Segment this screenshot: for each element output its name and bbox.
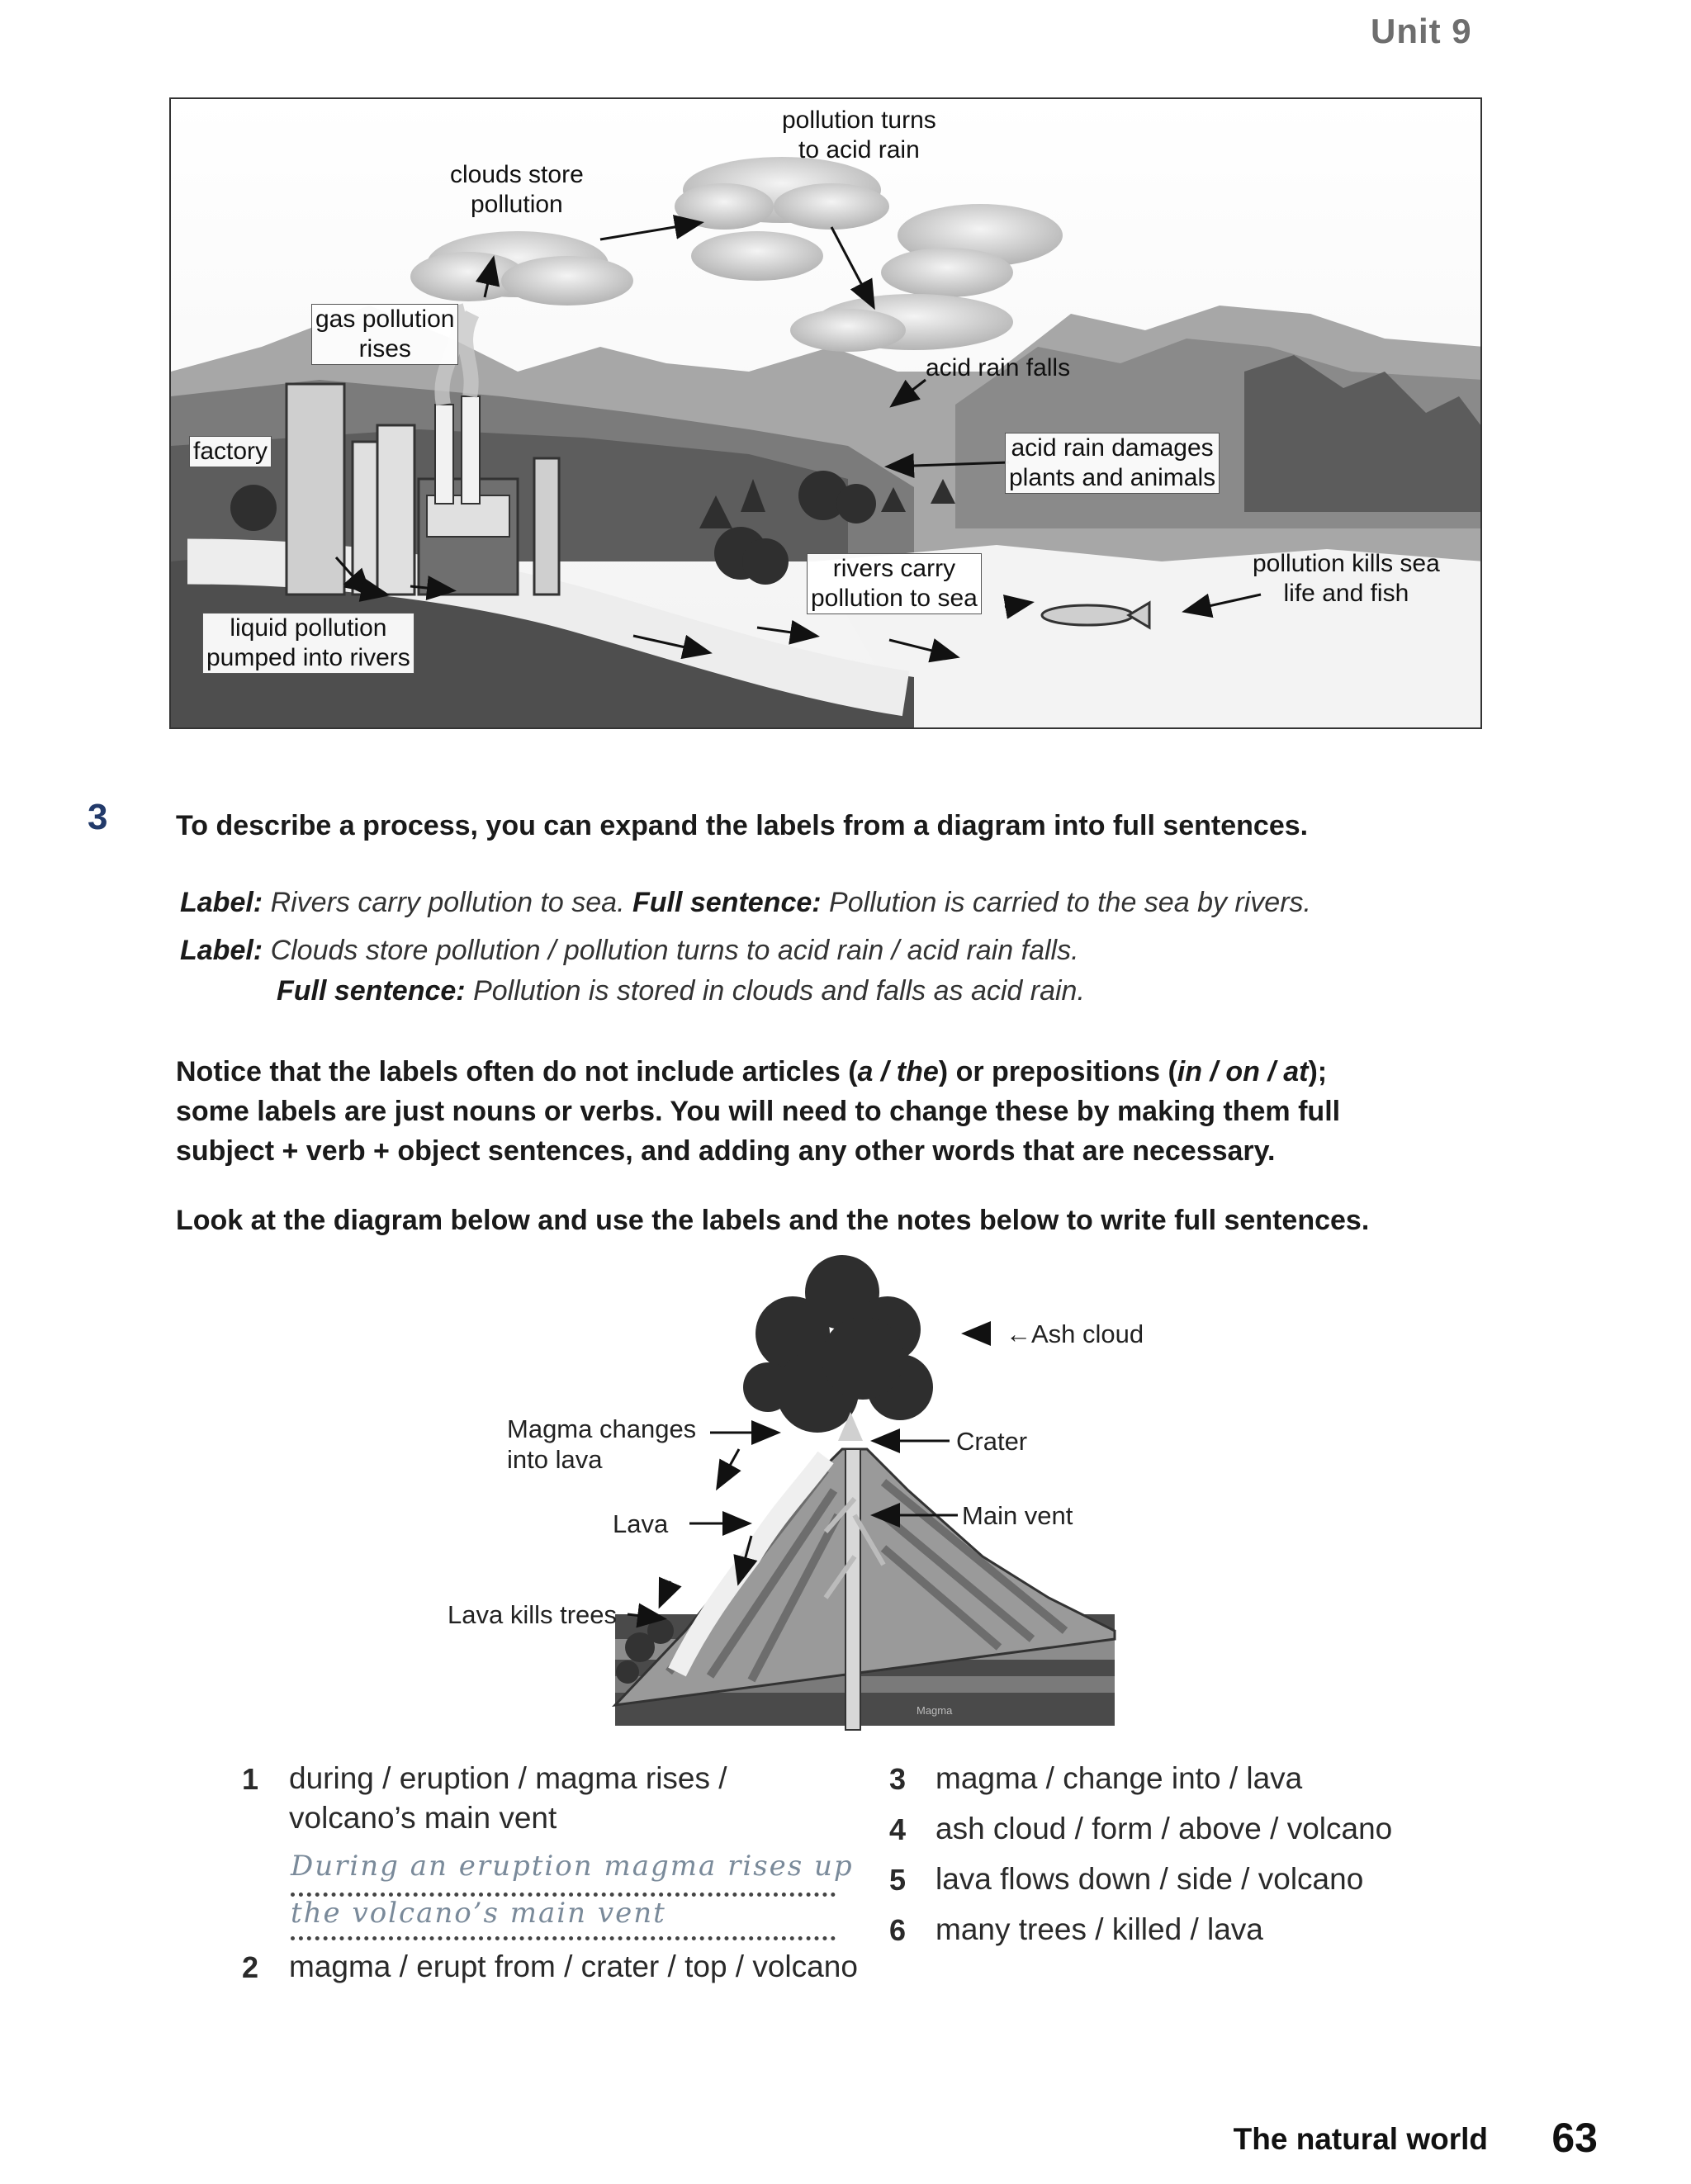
label-pollution-kills bbox=[1253, 549, 1440, 609]
label-acid-rain-falls: acid rain falls bbox=[926, 354, 1071, 381]
label-line: rises bbox=[358, 335, 411, 362]
task-1-line-2: volcano’s main vent bbox=[289, 1801, 557, 1835]
answer-handwriting-2: the volcano’s main vent bbox=[291, 1897, 666, 1930]
label-liquid-pollution bbox=[202, 613, 414, 674]
ash-cloud-arrow-icon: ← bbox=[1006, 1319, 1031, 1348]
label-tag: Label: bbox=[180, 935, 263, 966]
label-lava: Lava bbox=[613, 1509, 669, 1538]
full-sentence-text: Pollution is stored in clouds and falls as acid rain. bbox=[473, 975, 1085, 1007]
label-line: gas pollution bbox=[315, 306, 455, 333]
notice-line-1 bbox=[176, 1053, 1327, 1092]
notice-line-3: subject + verb + object sentences, and adding any other words that are necessary. bbox=[176, 1135, 1276, 1167]
full-sentence-tag: Full sentence: bbox=[632, 887, 822, 918]
label-lava-kills: Lava kills trees bbox=[448, 1600, 618, 1629]
label-clouds-store bbox=[450, 160, 584, 220]
label-line: liquid pollution bbox=[230, 614, 387, 642]
notice-line-2: some labels are just nouns or verbs. You will need to change these by making them full bbox=[176, 1096, 1341, 1127]
page-number: 63 bbox=[1551, 2115, 1598, 2161]
exercise-instruction: To describe a process, you can expand the labels from a diagram into full sentences. bbox=[176, 810, 1309, 841]
label-magma: Magma bbox=[917, 1704, 953, 1717]
label-line: Magma changes bbox=[507, 1414, 697, 1443]
label-line: plants and animals bbox=[1009, 464, 1216, 491]
task-3-text: magma / change into / lava bbox=[935, 1761, 1303, 1795]
label-factory: factory bbox=[189, 436, 272, 467]
task-number: 5 bbox=[889, 1863, 907, 1897]
label-crater: Crater bbox=[956, 1427, 1028, 1456]
label-gas-pollution bbox=[311, 304, 458, 365]
exercise-number: 3 bbox=[88, 797, 108, 837]
label-line: pollution kills sea bbox=[1253, 550, 1440, 577]
label-text: Rivers carry pollution to sea. bbox=[270, 887, 625, 918]
label-line: rivers carry bbox=[832, 555, 956, 582]
label-acid-rain-damages bbox=[1005, 433, 1220, 494]
label-rivers-carry bbox=[807, 553, 982, 614]
volcano-diagram bbox=[438, 1243, 1181, 1738]
task-1-line-1: during / eruption / magma rises / bbox=[289, 1761, 727, 1795]
example-2-label bbox=[180, 931, 1079, 969]
footer-section-title: The natural world bbox=[1233, 2122, 1488, 2156]
task-number: 1 bbox=[242, 1762, 259, 1796]
label-ash-cloud bbox=[1006, 1319, 1144, 1349]
task-number: 4 bbox=[889, 1812, 907, 1846]
full-sentence-text: Pollution is carried to the sea by rivers. bbox=[829, 887, 1311, 918]
answer-line-2[interactable] bbox=[291, 1936, 836, 1940]
look-instruction: Look at the diagram below and use the labels and the notes below to write full sentences. bbox=[176, 1205, 1370, 1236]
volcano-illustration bbox=[438, 1243, 1181, 1738]
text-segment: ); bbox=[1308, 1056, 1328, 1087]
label-text: Clouds store pollution / pollution turns to acid rain / acid rain falls. bbox=[270, 935, 1079, 966]
articles-text: a / the bbox=[857, 1056, 939, 1087]
label-tag: Label: bbox=[180, 887, 263, 918]
label-line: pollution bbox=[470, 191, 563, 218]
task-number: 3 bbox=[889, 1762, 907, 1796]
label-line: into lava bbox=[507, 1445, 603, 1474]
prepositions-text: in / on / at bbox=[1177, 1056, 1309, 1087]
label-line: pollution to sea bbox=[811, 585, 978, 612]
label-line: acid rain damages bbox=[1011, 434, 1214, 462]
unit-heading: Unit 9 bbox=[1371, 12, 1472, 50]
label-line: pollution turns bbox=[782, 107, 936, 134]
task-number: 2 bbox=[242, 1950, 259, 1984]
task-5-text: lava flows down / side / volcano bbox=[935, 1862, 1364, 1896]
task-6-text: many trees / killed / lava bbox=[935, 1912, 1263, 1946]
answer-handwriting-1: During an eruption magma rises up bbox=[291, 1850, 854, 1883]
text-segment: ) or prepositions ( bbox=[938, 1056, 1177, 1087]
label-main-vent: Main vent bbox=[962, 1501, 1073, 1530]
task-number: 6 bbox=[889, 1913, 907, 1947]
full-sentence-tag: Full sentence: bbox=[277, 975, 466, 1007]
pollution-cycle-diagram bbox=[169, 97, 1482, 729]
label-line: pumped into rivers bbox=[206, 644, 410, 671]
example-2-full bbox=[277, 972, 1085, 1010]
example-1 bbox=[180, 884, 1311, 921]
task-2-text: magma / erupt from / crater / top / volcano bbox=[289, 1949, 858, 1983]
label-magma-changes bbox=[507, 1414, 696, 1475]
label-text: Ash cloud bbox=[1031, 1319, 1144, 1348]
label-line: life and fish bbox=[1283, 580, 1409, 607]
ash-cloud-shape bbox=[743, 1255, 933, 1433]
task-4-text: ash cloud / form / above / volcano bbox=[935, 1812, 1393, 1845]
text-segment: Notice that the labels often do not include articles ( bbox=[176, 1056, 858, 1087]
label-line: to acid rain bbox=[798, 136, 920, 163]
label-line: clouds store bbox=[450, 161, 584, 188]
label-pollution-turns bbox=[782, 106, 936, 165]
